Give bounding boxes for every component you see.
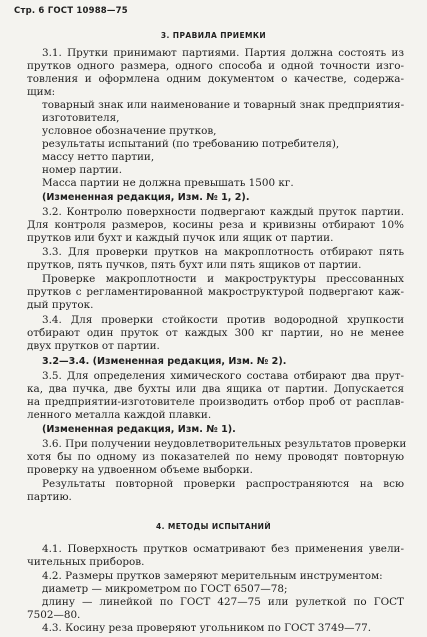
section-3-heading: 3. ПРАВИЛА ПРИЕМКИ bbox=[160, 31, 267, 40]
amendment-note: 3.2—3.4. (Измененная редакция, Изм. № 2). bbox=[42, 356, 287, 367]
text-line: Результаты повторной проверки распространяются на всю bbox=[42, 478, 404, 490]
text-line: массу нетто партии, bbox=[42, 151, 155, 163]
amendment-note: (Измененная редакция, Изм. № 1, 2). bbox=[42, 192, 250, 203]
text-line: результаты испытаний (по требованию потребителя), bbox=[42, 138, 340, 150]
amendment-note: (Измененная редакция, Изм. № 1). bbox=[42, 424, 236, 435]
text-line: ленного металла каждой плавки. bbox=[27, 409, 212, 421]
text-line: 4.1. Поверхность прутков осматривают без применения увели- bbox=[42, 543, 404, 555]
text-line: прутков одного размера, одного способа и одной точности изго- bbox=[27, 60, 404, 72]
text-line: чительных приборов. bbox=[27, 556, 145, 568]
text-line: отбирают один пруток от каждых 300 кг партии, но не менее bbox=[27, 327, 404, 339]
text-line: проверку на удвоенном объеме выборки. bbox=[27, 464, 253, 476]
text-line: 3.3. Для проверки прутков на макроплотность отбирают пять bbox=[42, 246, 404, 258]
text-line: на предприятии-изготовителе производить отбор проб от расплав- bbox=[27, 396, 404, 408]
text-line: Проверке макроплотности и макроструктуры прессованных bbox=[42, 273, 404, 285]
text-line: прутков или бухт и каждый пучок или ящик от партии. bbox=[27, 232, 334, 244]
text-line: 3.6. При получении неудовлетворительных результатов проверки bbox=[42, 438, 407, 450]
text-line: Для контроля размеров, косины реза и кривизны отбирают 10% bbox=[27, 219, 404, 231]
text-line: условное обозначение прутков, bbox=[42, 125, 217, 137]
text-line: 7502—80. bbox=[27, 609, 81, 621]
text-line: длину — линейкой по ГОСТ 427—75 или рулеткой по ГОСТ bbox=[42, 596, 404, 608]
text-line: прутков, пять пучков, пять бухт или пять ящиков от партии. bbox=[27, 259, 362, 271]
text-line: изготовителя, bbox=[42, 112, 120, 124]
text-line: ка, два пучка, две бухты или два ящика от партии. Допускается bbox=[27, 383, 404, 395]
text-line: 3.4. Для проверки стойкости против водородной хрупкости bbox=[42, 314, 404, 326]
text-line: 4.2. Размеры прутков замеряют мерительным инструментом: bbox=[42, 570, 383, 582]
text-line: 3.5. Для определения химического состава отбирают два прут- bbox=[42, 370, 404, 382]
text-line: дый пруток. bbox=[27, 299, 94, 311]
text-line: товарный знак или наименование и товарный знак предприятия- bbox=[42, 99, 405, 111]
text-line: номер партии. bbox=[42, 164, 123, 176]
text-line: партию. bbox=[27, 491, 72, 503]
text-line: 4.3. Косину реза проверяют угольником по ГОСТ 3749—77. bbox=[42, 622, 372, 634]
running-head: Стр. 6 ГОСТ 10988—75 bbox=[14, 6, 128, 16]
text-line: щим: bbox=[27, 86, 56, 98]
text-line: диаметр — микрометром по ГОСТ 6507—78; bbox=[42, 583, 288, 595]
text-line: 3.2. Контролю поверхности подвергают каждый пруток партии. bbox=[42, 206, 404, 218]
text-line: хотя бы по одному из показателей по нему проводят повторную bbox=[27, 451, 404, 463]
text-line: товления и оформлена одним документом о качестве, содержа- bbox=[27, 73, 404, 85]
text-line: 3.1. Прутки принимают партиями. Партия должна состоять из bbox=[42, 47, 404, 59]
text-line: прутков с регламентированной макроструктурой подвергают каж- bbox=[27, 286, 404, 298]
text-line: Масса партии не должна превышать 1500 кг. bbox=[42, 177, 294, 189]
section-4-heading: 4. МЕТОДЫ ИСПЫТАНИЙ bbox=[156, 522, 271, 531]
text-line: двух прутков от партии. bbox=[27, 340, 160, 352]
